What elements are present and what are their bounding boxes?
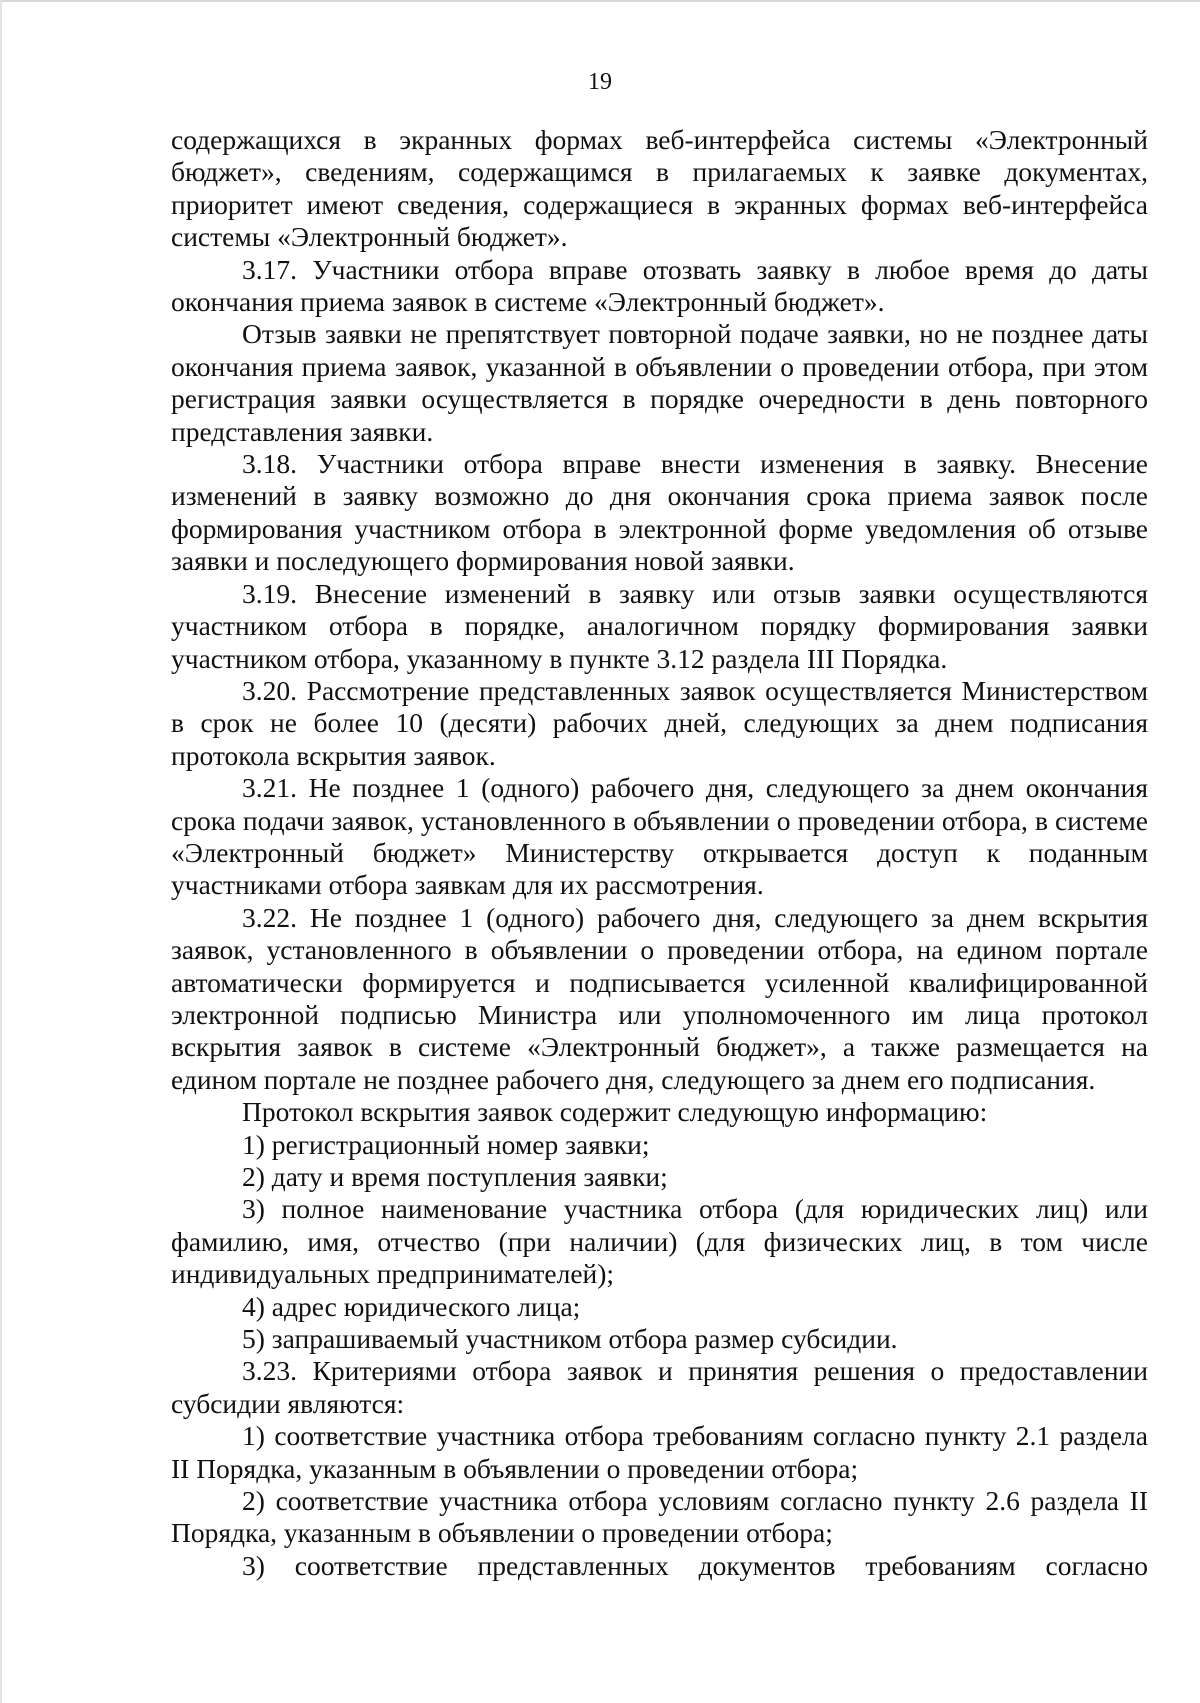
paragraph-protocol-contents: Протокол вскрытия заявок содержит следующую информацию: <box>242 1096 988 1128</box>
paragraph-3-19: 3.19. Внесение изменений в заявку или отзыв заявки осуществляются участником отбора в порядке, аналогичном порядку формирования заявки участником отбора, указанному в пункте 3.12 раздела III Порядка. <box>171 577 1148 674</box>
list-item-2: 2) дату и время поступления заявки; <box>242 1161 668 1192</box>
paragraph-3-22: 3.22. Не позднее 1 (одного) рабочего дня, следующего за днем вскрытия заявок, установленного в объявлении о проведении отбора, на едином портале автоматически формируется и подписывается усиленной квалифицированной электронной подписью Министра или уполномоченного им лица протокол вскрытия заявок в системе «Электронный бюджет», а также размещается на едином портале не позднее рабочего дня, следующего за днем его подписания. <box>171 901 1148 1095</box>
scan-edge-top <box>0 0 1200 2</box>
scan-edge-left <box>0 0 2 1703</box>
paragraph-3-18: 3.18. Участники отбора вправе внести изменения в заявку. Внесение изменений в заявку возможно до дня окончания срока приема заявок после формирования участником отбора в электронной форме уведомления об отзыве заявки и последующего формирования новой заявки. <box>171 448 1148 577</box>
list-item-4: 4) адрес юридического лица; <box>242 1290 581 1322</box>
paragraph-3-21: 3.21. Не позднее 1 (одного) рабочего дня, следующего за днем окончания срока подачи заявок, установленного в объявлении о проведении отбора, в системе «Электронный бюджет» Министерству открывается доступ к поданным участниками отбора заявкам для их рассмотрения. <box>171 772 1148 901</box>
paragraph-3-23: 3.23. Критериями отбора заявок и принятия решения о предоставлении субсидии являются: <box>171 1355 1148 1419</box>
page-number: 19 <box>588 69 612 95</box>
criteria-item-3: 3) соответствие представленных документов требованиям согласно <box>242 1549 1148 1581</box>
paragraph-3-20: 3.20. Рассмотрение представленных заявок осуществляется Министерством в срок не более 10 (десяти) рабочих дней, следующих за днем подписания протокола вскрытия заявок. <box>171 674 1148 771</box>
list-item-3: 3) полное наименование участника отбора (для юридических лиц) или фамилию, имя, отчество (при наличии) (для физических лиц, в том числе индивидуальных предпринимателей); <box>171 1193 1148 1290</box>
criteria-item-1: 1) соответствие участника отбора требованиям согласно пункту 2.1 раздела II Порядка, указанным в объявлении о проведении отбора; <box>171 1420 1148 1484</box>
document-body <box>171 124 1148 1582</box>
paragraph-3-17: 3.17. Участники отбора вправе отозвать заявку в любое время до даты окончания приема заявок в системе «Электронный бюджет». <box>171 253 1148 318</box>
list-item-1: 1) регистрационный номер заявки; <box>242 1128 650 1160</box>
criteria-item-2: 2) соответствие участника отбора условиям согласно пункту 2.6 раздела II Порядка, указанным в объявлении о проведении отбора; <box>171 1485 1148 1549</box>
paragraph-continuation: содержащихся в экранных формах веб-интерфейса системы «Электронный бюджет», сведениям, содержащимся в прилагаемых к заявке документах, приоритет имеют сведения, содержащиеся в экранных формах веб-интерфейса системы «Электронный бюджет». <box>171 124 1148 253</box>
list-item-5: 5) запрашиваемый участником отбора размер субсидии. <box>242 1323 898 1355</box>
paragraph-withdrawal: Отзыв заявки не препятствует повторной подаче заявки, но не позднее даты окончания приема заявок, указанной в объявлении о проведении отбора, при этом регистрация заявки осуществляется в порядке очередности в день повторного представления заявки. <box>171 318 1148 447</box>
